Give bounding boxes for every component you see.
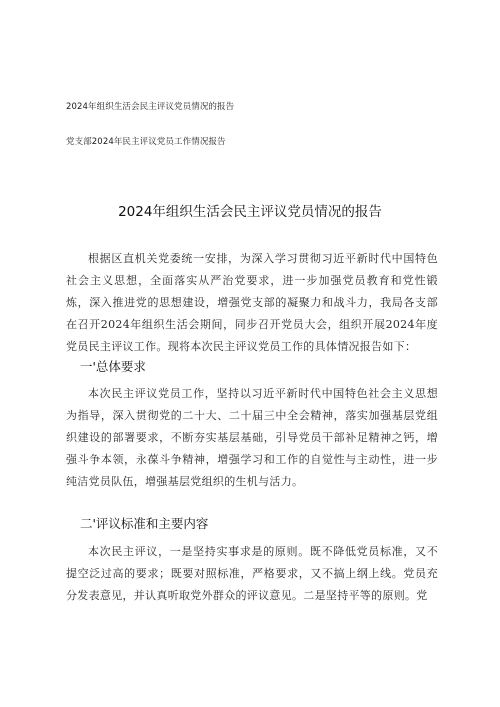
toc-entry-1: 2024年组织生活会民主评议党员情况的报告 bbox=[66, 102, 235, 112]
section-1-paragraph: 本次民主评议党员工作，坚持以习近平新时代中国特色社会主义思想为指导，深入贯彻党的二十大、二十届三中全会精神，落实加强基层党组织建设的部署要求，不断夯实基层基础，引导党员干部补足精神之钙，增强斗争本领，永葆斗争精神，增强学习和工作的自觉性与主动性，进一步纯洁党员队伍，增强基层党组织的生机与活力。 bbox=[66, 387, 438, 488]
section-2-heading: 二'评议标准和主要内容 bbox=[80, 516, 209, 531]
document-title: 2024年组织生活会民主评议党员情况的报告 bbox=[118, 204, 382, 220]
toc-entry-2: 党支部2024年民主评议党员工作情况报告 bbox=[66, 137, 226, 147]
section-1-heading: 一'总体要求 bbox=[80, 359, 146, 374]
section-2-paragraph: 本次民主评议，一是坚持实事求是的原则。既不降低党员标准，又不提空泛过高的要求；既要对照标准，严格要求，又不搞上纲上线。党员充分发表意见，并认真听取党外群众的评议意见。二是坚持平等的原则。党 bbox=[66, 545, 438, 602]
intro-paragraph: 根据区直机关党委统一安排，为深入学习贯彻习近平新时代中国特色社会主义思想，全面落实从严治党要求，进一步加强党员教育和党性锻炼，深入推进党的思想建设，增强党支部的凝聚力和战斗力，我局各支部在召开2024年组织生活会期间，同步召开党员大会，组织开展2024年度党员民主评议工作。现将本次民主评议党员工作的具体情况报告如下： bbox=[66, 252, 438, 353]
